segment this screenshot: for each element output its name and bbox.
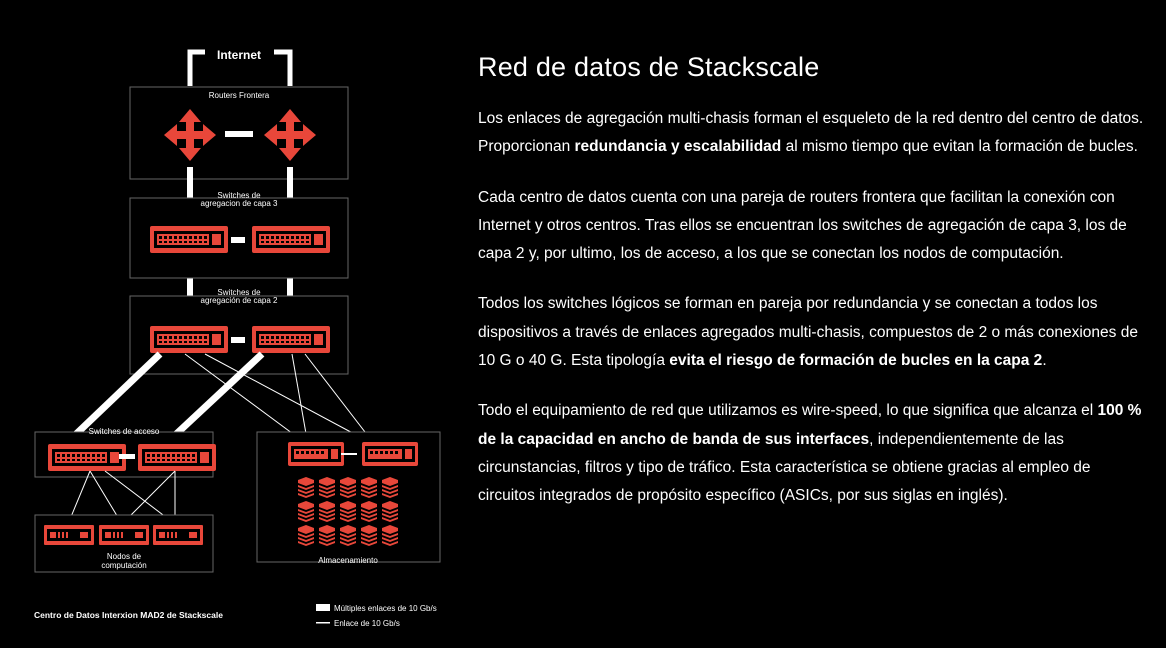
storage-switch-icon (362, 442, 418, 466)
paragraph-2: Cada centro de datos cuenta con una pareja de routers frontera que facilitan la conexión con Internet y otros centros. Tras ellos se encuentran los switches de agregación de capa 3, los de capa 2 y, por ultimo, los de acceso, a los que se conectan los nodos de computación. (478, 188, 1127, 263)
l3-switch-link (231, 237, 245, 243)
access-switch-link (119, 454, 135, 459)
l2-switch-link (231, 337, 245, 343)
diagram-caption: Centro de Datos Interxion MAD2 de Stackscale (34, 610, 223, 620)
article (478, 52, 1150, 533)
l2-switch-icon (150, 326, 228, 353)
legend-thin-swatch (316, 622, 330, 624)
compute-label-line2: computación (101, 561, 147, 570)
l2-label-line1: Switches de (217, 288, 261, 297)
page-title: Red de datos de Stackscale (478, 52, 820, 82)
access-switch-icon (48, 444, 126, 471)
compute-server-icon (44, 525, 94, 545)
l3-label-line2: agregacion de capa 3 (200, 199, 278, 208)
legend-thin-label: Enlace de 10 Gb/s (334, 619, 400, 628)
l3-switch-icon (150, 226, 228, 253)
paragraph-4: Todo el equipamiento de red que utilizamos es wire-speed, lo que significa que alcanza el 100 % de la capacidad en ancho de banda de sus interfaces, independientemente de las circunstancias, filtros y tipo de tráfico. Esta característica se obtiene gracias al empleo de circuitos integrados de propósito específico (ASICs, por sus siglas en inglés). (478, 402, 1142, 505)
paragraph-1: Los enlaces de agregación multi-chasis forman el esqueleto de la red dentro del centro de datos. Proporcionan redundancia y escalabilidad al mismo tiempo que evitan la formación de bucles. (478, 110, 1144, 156)
border-routers-label: Routers Frontera (208, 91, 270, 100)
legend-thick-label: Múltiples enlaces de 10 Gb/s (334, 604, 437, 613)
l3-label-line1: Switches de (217, 191, 261, 200)
access-label: Switches de acceso (88, 427, 160, 436)
network-diagram (0, 0, 460, 648)
paragraph-3: Todos los switches lógicos se forman en pareja por redundancia y se conectan a todos los dispositivos a través de enlaces agregados multi-chasis, compuestos de 2 o más conexiones de 10 G o 40 G. Esta tipología evita el riesgo de formación de bucles en la capa 2. (478, 295, 1138, 370)
l2-switch-icon (252, 326, 330, 353)
compute-server-icon (153, 525, 203, 545)
internet-label: Internet (216, 48, 262, 62)
storage-switch-link (341, 453, 357, 455)
router-link (225, 131, 253, 137)
access-switch-icon (138, 444, 216, 471)
storage-label: Almacenamiento (318, 556, 378, 565)
legend-thick-swatch (316, 604, 330, 611)
l3-switch-icon (252, 226, 330, 253)
compute-label-line1: Nodos de (106, 552, 142, 561)
compute-server-icon (99, 525, 149, 545)
l2-label-line2: agregación de capa 2 (200, 296, 278, 305)
storage-switch-icon (288, 442, 344, 466)
